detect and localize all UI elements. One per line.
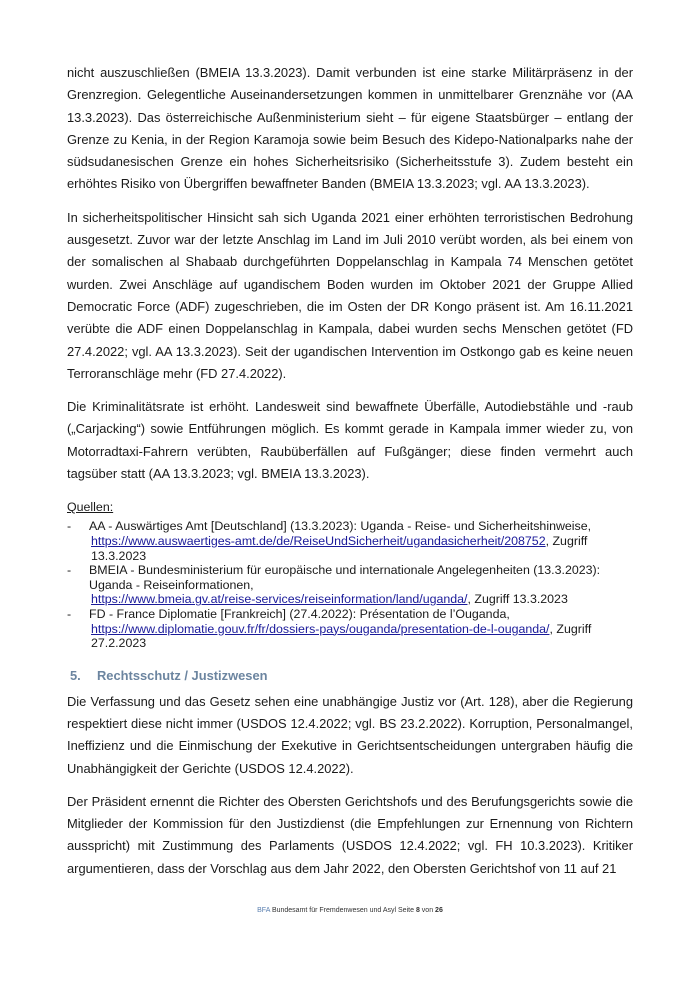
section-number: 5.: [70, 667, 81, 683]
body-paragraph: In sicherheitspolitischer Hinsicht sah sich Uganda 2021 einer erhöhten terroristischen Bedrohung ausgesetzt. Zuvor war der letzte Anschlag im Land im Juli 2010 verübt worden, als bei einem von der somalischen al Shabaab durchgeführten Doppelanschlag in Kampala 74 Menschen getötet wurden. Zwei Anschläge auf ugandischem Boden wurden im Oktober 2021 der Gruppe Allied Democratic Force (ADF) zugeschrieben, die im Osten der DR Kongo präsent ist. Am 16.11.2021 verübte die ADF einen Doppelanschlag in Kampala, dabei wurden sechs Menschen getötet (FD 27.4.2022; vgl. AA 13.3.2023). Seit der ugandischen Intervention im Ostkongo gab es keine neuen Terroranschläge mehr (FD 27.4.2022).: [67, 209, 633, 381]
source-citation: FD - France Diplomatie [Frankreich] (27.4.2022): Présentation de l’Ouganda,: [89, 606, 510, 621]
body-paragraph: Die Kriminalitätsrate ist erhöht. Landesweit sind bewaffnete Überfälle, Autodiebstähle und -raub („Carjacking“) sowie Entführungen möglich. Es kommt gerade in Kampala immer wieder zu, von Motorradtaxi-Fahrern verübten, Raubüberfällen auf Fußgänger; diese finden vermehrt auch tagsüber statt (AA 13.3.2023; vgl. BMEIA 13.3.2023).: [67, 399, 633, 482]
list-dash: -: [67, 519, 72, 534]
source-access-date: , Zugriff 27.2.2023: [91, 621, 592, 651]
list-dash: -: [67, 606, 72, 621]
list-dash: -: [67, 563, 72, 578]
document-page: [67, 62, 633, 891]
source-item: [67, 607, 633, 651]
source-link[interactable]: https://www.diplomatie.gouv.fr/fr/dossiers-pays/ouganda/presentation-de-l-ouganda/: [91, 621, 550, 636]
footer-organization: Bundesamt für Fremdenwesen und Asyl: [271, 907, 397, 914]
footer-brand-logo: BFA: [257, 907, 270, 914]
section-heading: [70, 667, 633, 685]
footer-page-label: Seite: [398, 907, 414, 914]
page-footer: [0, 907, 700, 914]
source-citation: BMEIA - Bundesministerium für europäische und internationale Angelegenheiten (13.3.2023): Uganda - Reiseinformationen,: [89, 563, 601, 592]
source-item: [67, 519, 633, 563]
sources-list: [67, 519, 633, 650]
body-paragraph: nicht auszuschließen (BMEIA 13.3.2023). Damit verbunden ist eine starke Militärpräsenz in der Grenzregion. Gelegentliche Auseinandersetzungen kommen in unmittelbarer Grenznähe vor (AA 13.3.2023). Das österreichische Außenministerium sieht – für eigene Staatsbürger – entlang der Grenze zu Kenia, in der Region Karamoja sowie beim Besuch des Kidepo-Nationalparks nahe der südsudanesischen Grenze ein hohes Sicherheitsrisiko (Sicherheitsstufe 3). Zudem besteht ein erhöhtes Risiko von Übergriffen bewaffneter Banden (BMEIA 13.3.2023; vgl. AA 13.3.2023).: [67, 65, 633, 192]
body-paragraph: Der Präsident ernennt die Richter des Obersten Gerichtshofs und des Berufungsgerichts sowie die Mitglieder der Kommission für den Justizdienst (die Empfehlungen zur Ernennung von Richtern ausspricht) mit Zustimmung des Parlaments (USDOS 12.4.2022; vgl. FH 10.3.2023). Kritiker argumentieren, dass der Vorschlag aus dem Jahr 2022, den Obersten Gerichtshof von 11 auf 21: [67, 793, 633, 876]
source-access-date: , Zugriff 13.3.2023: [91, 533, 588, 563]
body-paragraph: Die Verfassung und das Gesetz sehen eine unabhängige Justiz vor (Art. 128), aber die Regierung respektiert diese nicht immer (USDOS 12.4.2022; vgl. BS 23.2.2022). Korruption, Personalmangel, Ineffizienz und die Einmischung der Exekutive in Gerichtsentscheidungen untergraben häufig die Unabhängigkeit der Gerichte (USDOS 12.4.2022).: [67, 693, 633, 776]
footer-of-label: von: [421, 907, 434, 914]
footer-page-number: 8: [415, 907, 420, 914]
source-link[interactable]: https://www.auswaertiges-amt.de/de/ReiseUndSicherheit/ugandasicherheit/208752: [91, 533, 546, 548]
source-citation: AA - Auswärtiges Amt [Deutschland] (13.3.2023): Uganda - Reise- und Sicherheitshinweise,: [89, 519, 592, 534]
source-item: [67, 563, 633, 607]
sources-title: Quellen:: [67, 500, 114, 515]
footer-page-total: 26: [435, 907, 443, 914]
source-link[interactable]: https://www.bmeia.gv.at/reise-services/reiseinformation/land/uganda/: [91, 592, 468, 607]
source-access-date: , Zugriff 13.3.2023: [467, 592, 568, 607]
section-title: Rechtsschutz / Justizwesen: [97, 667, 268, 683]
